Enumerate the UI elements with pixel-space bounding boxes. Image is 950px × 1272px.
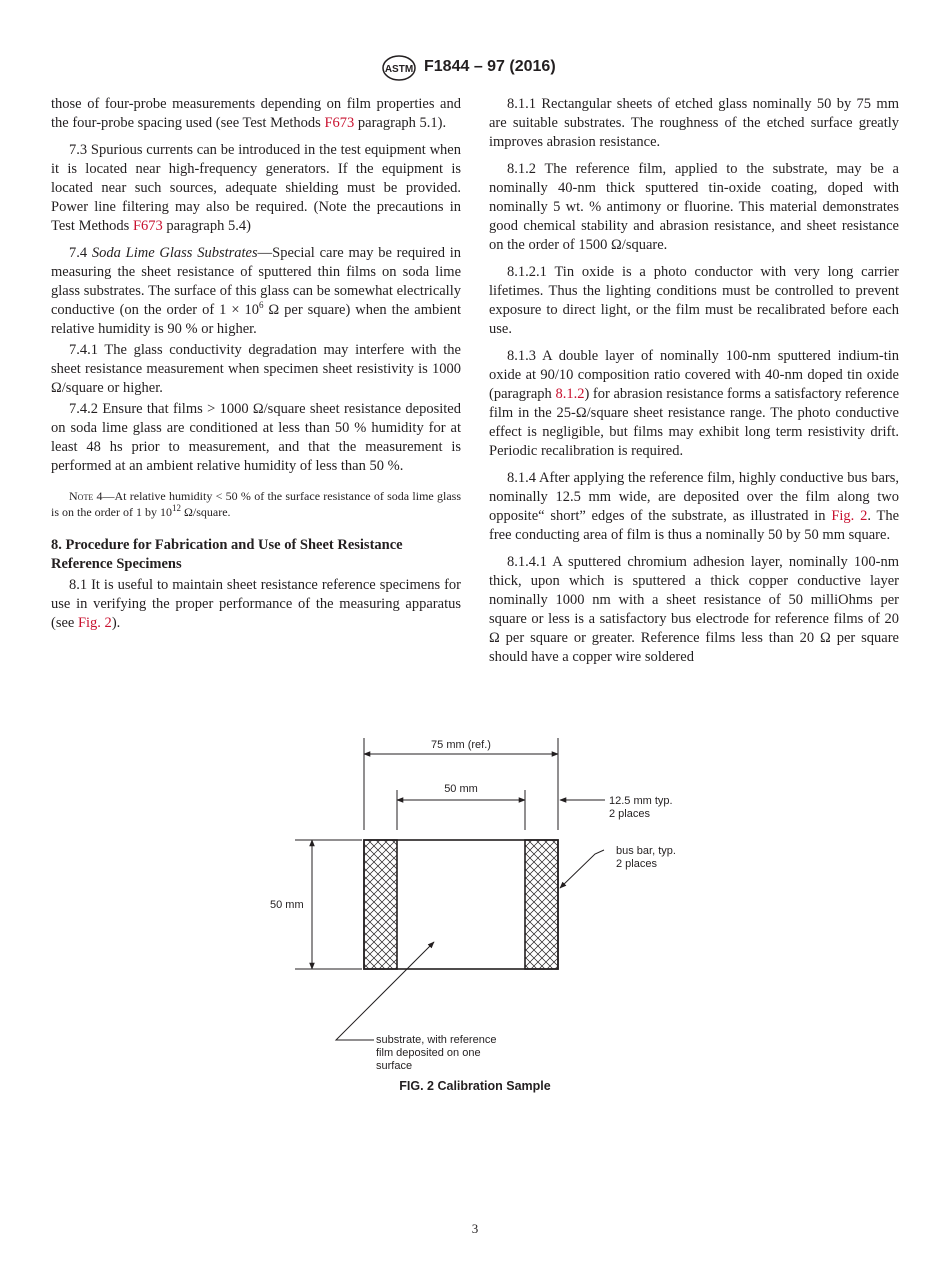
paragraph-8-1-4-1: 8.1.4.1 A sputtered chromium adhesion layer, nominally 100-nm thick, upon which is sputtered a thick copper conductive layer nominally 1000 nm with a sheet resistance of 50 milliOhms per square or less is a satisfactory bus electrode for reference films of 20 Ω per square or greater. Reference films less than 20 Ω per square should have a copper wire soldered [489,554,899,665]
bus-bar-left [364,840,397,969]
link-8-1-2[interactable]: 8.1.2 [555,386,585,402]
label-substrate-line3: surface [376,1060,413,1072]
paragraph-7-4-1: 7.4.1 The glass conductivity degradation may interfere with the sheet resistance measurement when specimen sheet resistivity is 1000 Ω/square or higher. [51,342,461,396]
label-12-5mm-line1: 12.5 mm typ. [609,795,673,807]
link-fig-2[interactable]: Fig. 2 [77,615,112,631]
label-50mm-top: 50 mm [444,783,478,795]
logo-text: ASTM [384,64,414,75]
label-bus-bar-line1: bus bar, typ. [616,845,676,857]
paragraph-8-1-2-1: 8.1.2.1 Tin oxide is a photo conductor with very long carrier lifetimes. Thus the lighting conditions must be controlled to prevent exposure to direct light, or the film must be recalibrated before each use. [489,264,899,337]
paragraph-continuation: those of four-probe measurements depending on film properties and the four-probe spacing used (see Test Methods F673 paragraph 5.1). [51,96,461,131]
link-f673[interactable]: F673 [324,115,355,131]
standard-designation: F1844 – 97 (2016) [424,58,556,75]
bus-bar-right [525,840,558,969]
section-8-heading: 8. Procedure for Fabrication and Use of Sheet Resistance Reference Specimens [51,537,403,572]
right-column [489,95,899,675]
calibration-sample-figure [250,730,710,1080]
paragraph-7-4-2: 7.4.2 Ensure that films > 1000 Ω/square sheet resistance deposited on soda lime glass are conditioned at less than 50 % humidity for at least 48 hs prior to measurement, and that the measurement is performed at an ambient relative humidity of less than 50 %. [51,401,461,474]
page-number: 3 [471,1221,479,1236]
label-bus-bar-line2: 2 places [616,858,657,870]
label-substrate-line2: film deposited on one [376,1047,481,1059]
paragraph-8-1-3: 8.1.3 A double layer of nominally 100-nm sputtered indium-tin oxide at 90/10 composition ratio covered with 40-nm doped tin oxide (paragraph 8.1.2) for abrasion resistance forms a satisfactory reference film in the 25-Ω/square sheet resistance range. The photo conductive effect is negligible, but films may exhibit long term resistivity drift. Periodic recalibration is required. [489,348,900,459]
paragraph-8-1-4: 8.1.4 After applying the reference film, highly conductive bus bars, nominally 12.5 mm wide, are deposited over the film along two opposite“ short” edges of the substrate, as illustrated in Fig. 2. The free conducting area of film is thus a nominally 50 by 50 mm square. [489,470,900,543]
link-fig-2-b[interactable]: Fig. 2 [831,508,868,524]
astm-logo-icon [381,54,417,82]
paragraph-8-1-2: 8.1.2 The reference film, applied to the substrate, may be a nominally 40-nm thick sputtered tin-oxide coating, doped with nominally 5 wt. % antimony or fluorine. This material demonstrates good chemical stability and abrasion resistance, and sheet resistance on the order of 1500 Ω/square. [489,161,899,253]
left-column [51,95,461,641]
label-75mm: 75 mm (ref.) [431,739,491,751]
paragraph-7-4: 7.4 Soda Lime Glass Substrates—Special care may be required in measuring the sheet resistance of sputtered thin films on soda lime glass substrates. The surface of this glass can be somewhat electrically conductive (on the order of $1 \times 10^6$ Ω per square) when the ambient relative humidity is 90 % or higher. [51,245,461,337]
label-12-5mm-line2: 2 places [609,808,650,820]
bus-bar-leader [560,850,604,888]
figure-caption: FIG. 2 Calibration Sample [399,1079,551,1093]
paragraph-7-3: 7.3 Spurious currents can be introduced in the test equipment when it is located near high-frequency generators. If the equipment is located near such sources, adequate shielding must be provided. Power line filtering may also be required. (Note the precautions in Test Methods F673 paragraph 5.4) [51,142,461,234]
page-header [0,54,950,84]
label-50mm-left: 50 mm [270,899,304,911]
link-f673-2[interactable]: F673 [132,218,163,234]
note-4: Note 4—At relative humidity < 50 % of the surface resistance of soda lime glass is on the order of 1 by $10^{12}$ Ω/square. [51,489,461,519]
paragraph-8-1-1: 8.1.1 Rectangular sheets of etched glass nominally 50 by 75 mm are suitable substrates. The roughness of the etched surface greatly improves abrasion resistance. [489,96,899,150]
label-substrate-line1: substrate, with reference [376,1034,497,1046]
paragraph-8-1: 8.1 It is useful to maintain sheet resistance reference specimens for use in verifying the proper performance of the measuring apparatus (see Fig. 2). [51,577,461,631]
